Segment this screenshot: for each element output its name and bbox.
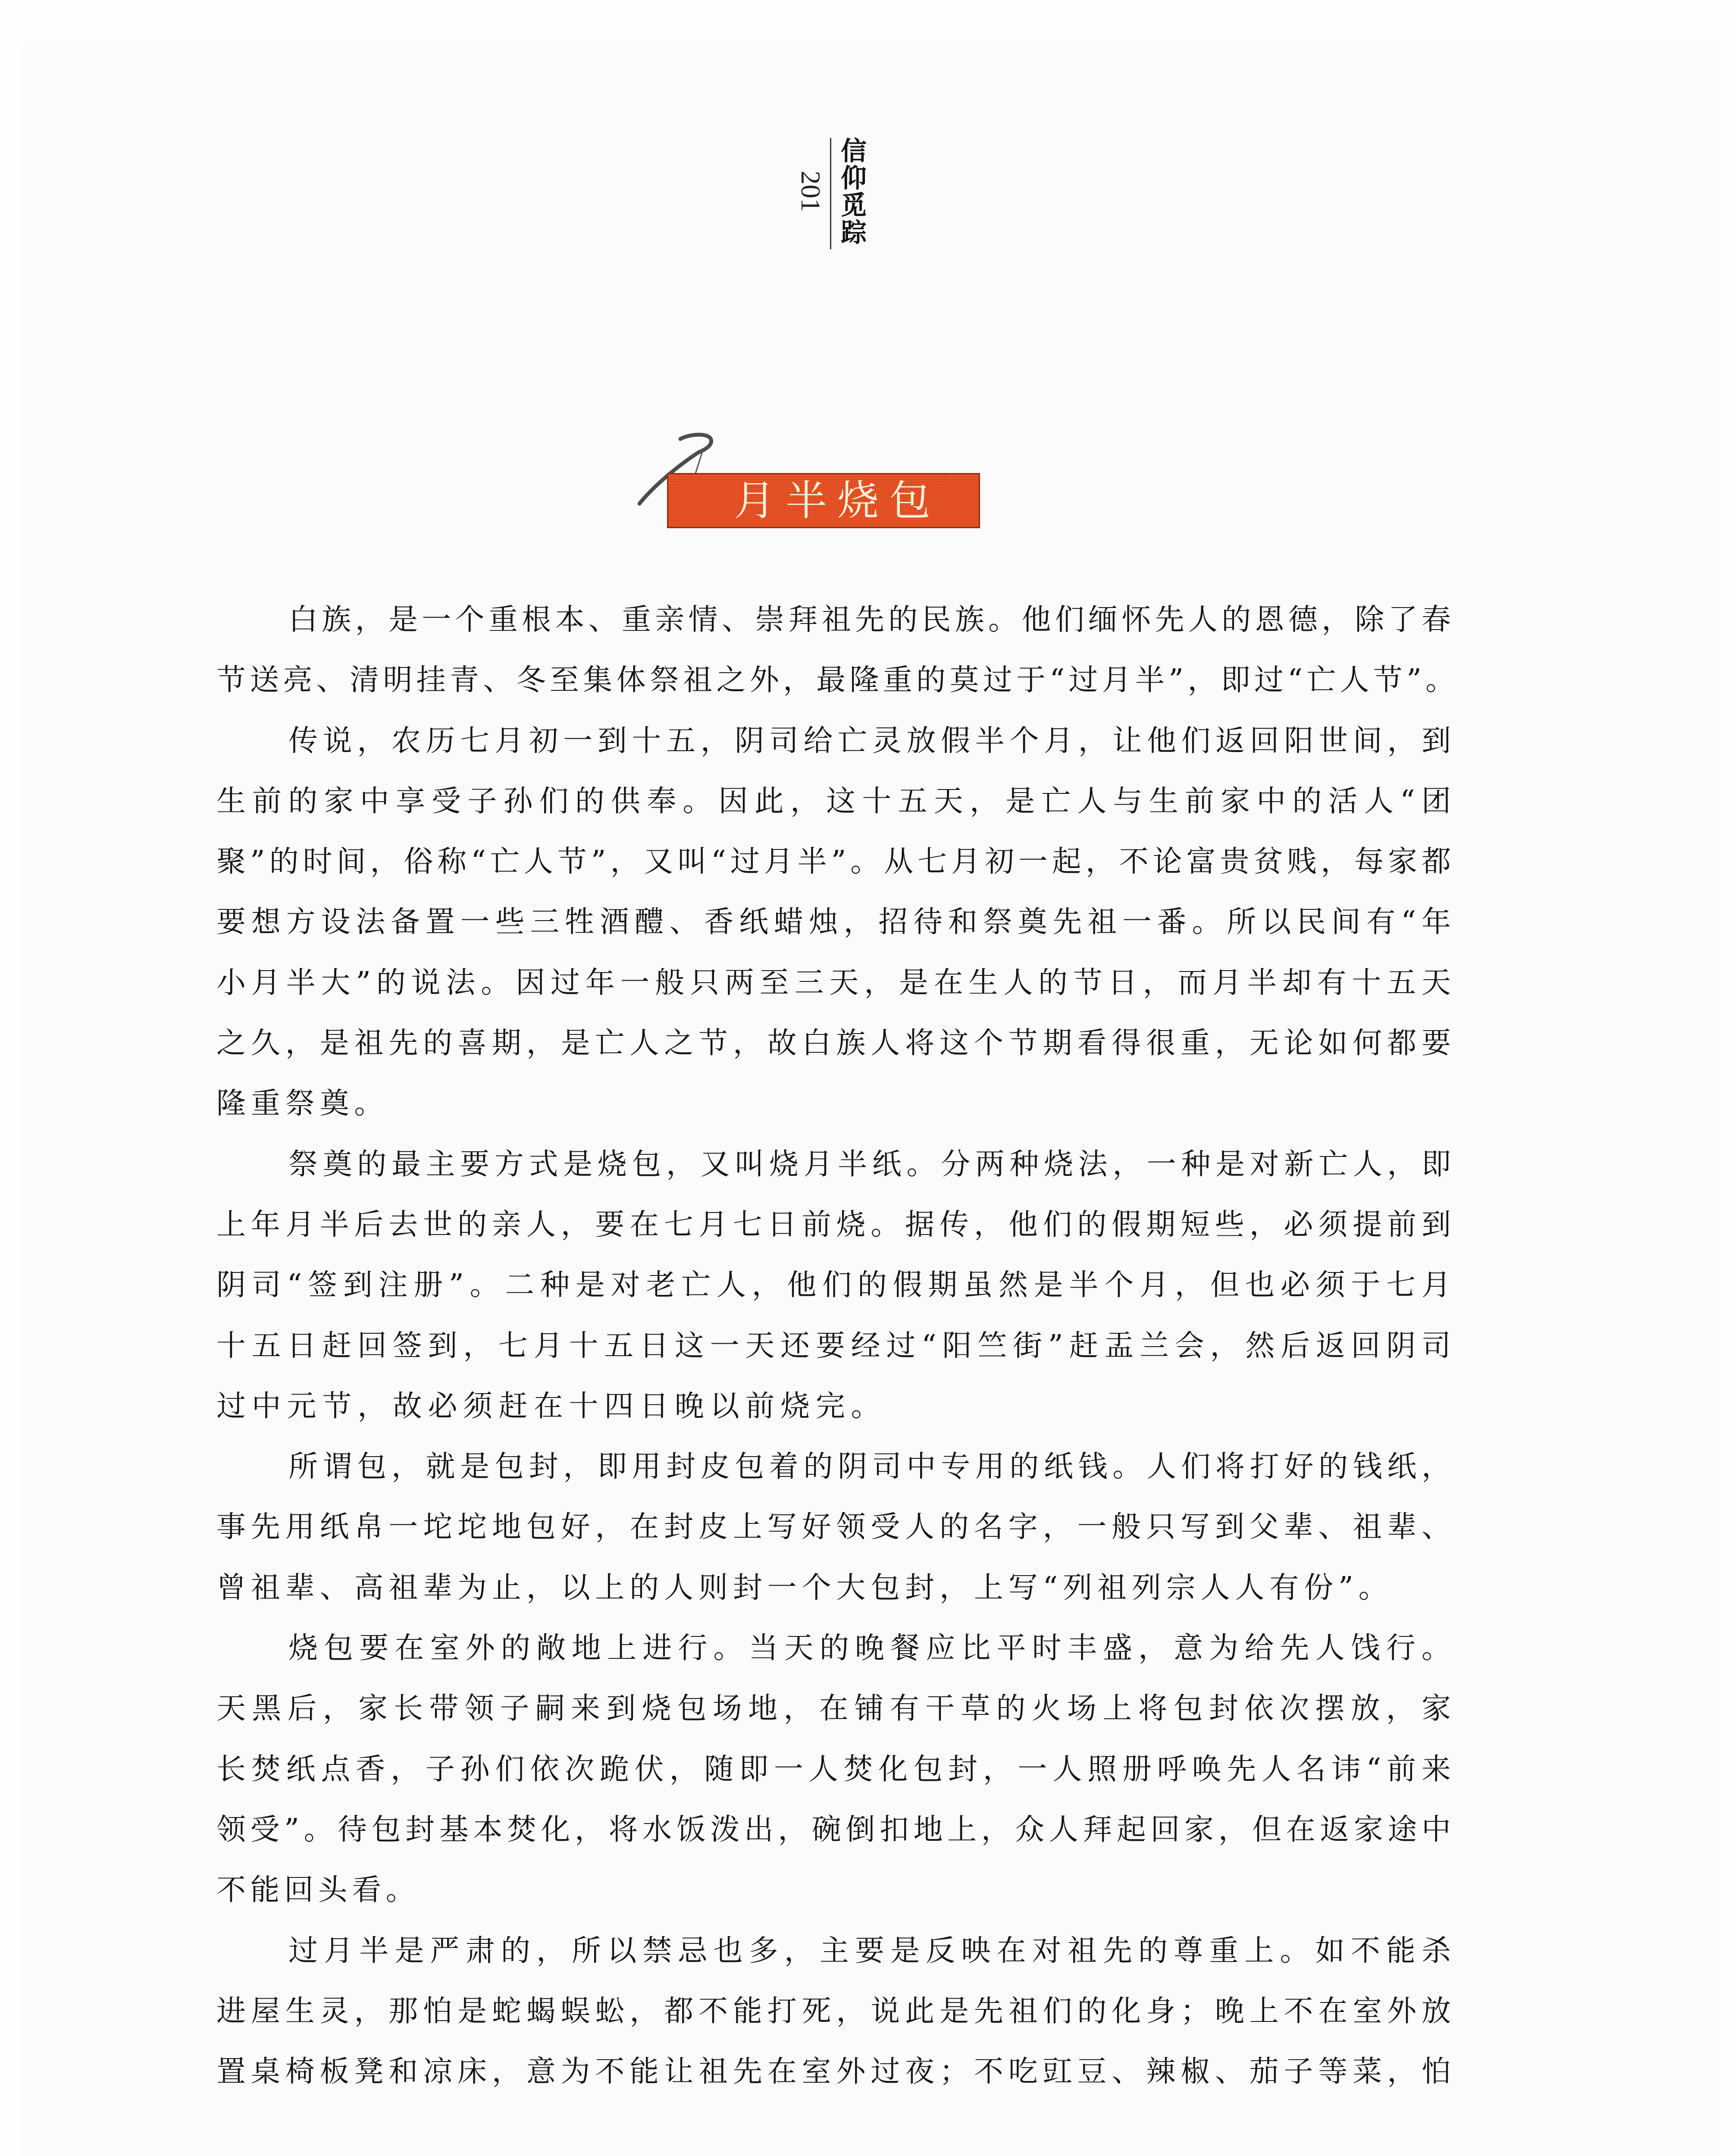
text-line: [216, 2042, 1456, 2102]
line-text: 白族，是一个重根本、重亲情、崇拜祖先的民族。他们缅怀先人的恩德，除了春: [288, 603, 1455, 637]
text-line: [216, 650, 1459, 711]
line-text: 事先用纸帛一坨坨地包好，在封皮上写好领受人的名字，一般只写到父辈、祖辈、: [216, 1510, 1456, 1545]
paragraph: [216, 711, 1458, 1134]
paragraph: [216, 590, 1459, 711]
line-text: 置桌椅板凳和凉床，意为不能让祖先在室外过夜；不吃豇豆、辣椒、茄子等菜，怕: [216, 2055, 1456, 2089]
line-text: 传说，农历七月初一到十五，阴司给亡灵放假半个月，让他们返回阳世间，到: [288, 724, 1456, 758]
line-text: 十五日赶回签到，七月十五日这一天还要经过“阳竺街”赶盂兰会，然后返回阴司: [216, 1329, 1457, 1363]
text-line: [216, 1316, 1457, 1376]
article-body: [216, 590, 1459, 2102]
text-line: [216, 1558, 1451, 1618]
line-text: 曾祖辈、高祖辈为止，以上的人则封一个大包封，上写“列祖列宗人人有份”。: [216, 1570, 1393, 1605]
text-line: [216, 1134, 1456, 1195]
text-line: [216, 1013, 1456, 1074]
line-text: 阴司“签到注册”。二种是对老亡人，他们的假期虽然是半个月，但也必须于七月: [216, 1268, 1457, 1303]
line-text: 上年月半后去世的亲人，要在七月七日前烧。据传，他们的假期短些，必须提前到: [216, 1207, 1456, 1242]
paragraph: [216, 1921, 1457, 2103]
text-line: [216, 1376, 1451, 1437]
line-text: 不能回头看。: [216, 1873, 420, 1908]
text-line: [216, 1921, 1457, 1981]
text-line: [216, 771, 1458, 832]
paragraph: [216, 1134, 1457, 1437]
paragraph: [216, 1437, 1456, 1618]
text-line: [216, 1437, 1456, 1497]
paragraph: [216, 1618, 1457, 1921]
text-line: [216, 953, 1456, 1013]
line-text: 之久，是祖先的喜期，是亡人之节，故白族人将这个节期看得很重，无论如何都要: [216, 1026, 1456, 1061]
text-line: [216, 1618, 1457, 1679]
line-text: 要想方设法备置一些三牲酒醴、香纸蜡烛，招待和祭奠先祖一番。所以民间有“年: [216, 905, 1456, 940]
line-text: 烧包要在室外的敞地上进行。当天的晚餐应比平时丰盛，意为给先人饯行。: [288, 1631, 1457, 1666]
text-line: [216, 1860, 1451, 1921]
text-line: [216, 1195, 1456, 1255]
line-text: 领受”。待包封基本焚化，将水饭泼出，碗倒扣地上，众人拜起回家，但在返家途中: [216, 1812, 1456, 1847]
line-text: 天黑后，家长带领子嗣来到烧包场地，在铺有干草的火场上将包封依次摆放，家: [216, 1692, 1457, 1726]
text-line: [216, 1497, 1456, 1557]
text-line: [216, 832, 1455, 892]
text-line: [216, 1800, 1456, 1860]
article-title-banner: [667, 473, 980, 528]
text-line: [216, 892, 1456, 953]
line-text: 祭奠的最主要方式是烧包，又叫烧月半纸。分两种烧法，一种是对新亡人，即: [288, 1147, 1456, 1181]
text-line: [216, 1255, 1457, 1316]
text-line: [216, 1679, 1457, 1739]
line-text: 聚”的时间，俗称“亡人节”，又叫“过月半”。从七月初一起，不论富贵贫贱，每家都: [216, 845, 1455, 879]
line-text: 过中元节，故必须赶在十四日晚以前烧完。: [216, 1389, 886, 1423]
header-divider: [830, 138, 831, 249]
text-line: [216, 1074, 1451, 1134]
text-line: [216, 1981, 1456, 2042]
line-text: 隆重祭奠。: [216, 1087, 389, 1121]
text-line: [216, 711, 1456, 771]
article-title: 月半烧包: [734, 476, 941, 525]
line-text: 进屋生灵，那怕是蛇蝎蜈蚣，都不能打死，说此是先祖们的化身；晚上不在室外放: [216, 1994, 1456, 2028]
line-text: 小月半大”的说法。因过年一般只两至三天，是在生人的节日，而月半却有十五天: [216, 965, 1456, 1000]
text-line: [216, 590, 1455, 650]
line-text: 节送亮、清明挂青、冬至集体祭祖之外，最隆重的莫过于“过月半”，即过“亡人节”。: [216, 663, 1459, 698]
line-text: 所谓包，就是包封，即用封皮包着的阴司中专用的纸钱。人们将打好的钱纸，: [288, 1450, 1456, 1484]
line-text: 长焚纸点香，子孙们依次跪伏，随即一人焚化包封，一人照册呼唤先人名讳“前来: [216, 1752, 1456, 1786]
section-title: 信仰觅踪: [836, 137, 867, 246]
line-text: 生前的家中享受子孙们的供奉。因此，这十五天，是亡人与生前家中的活人“团: [216, 784, 1458, 818]
text-line: [216, 1739, 1456, 1800]
line-text: 过月半是严肃的，所以禁忌也多，主要是反映在对祖先的尊重上。如不能杀: [288, 1934, 1457, 1968]
page-number: 201: [795, 171, 826, 212]
